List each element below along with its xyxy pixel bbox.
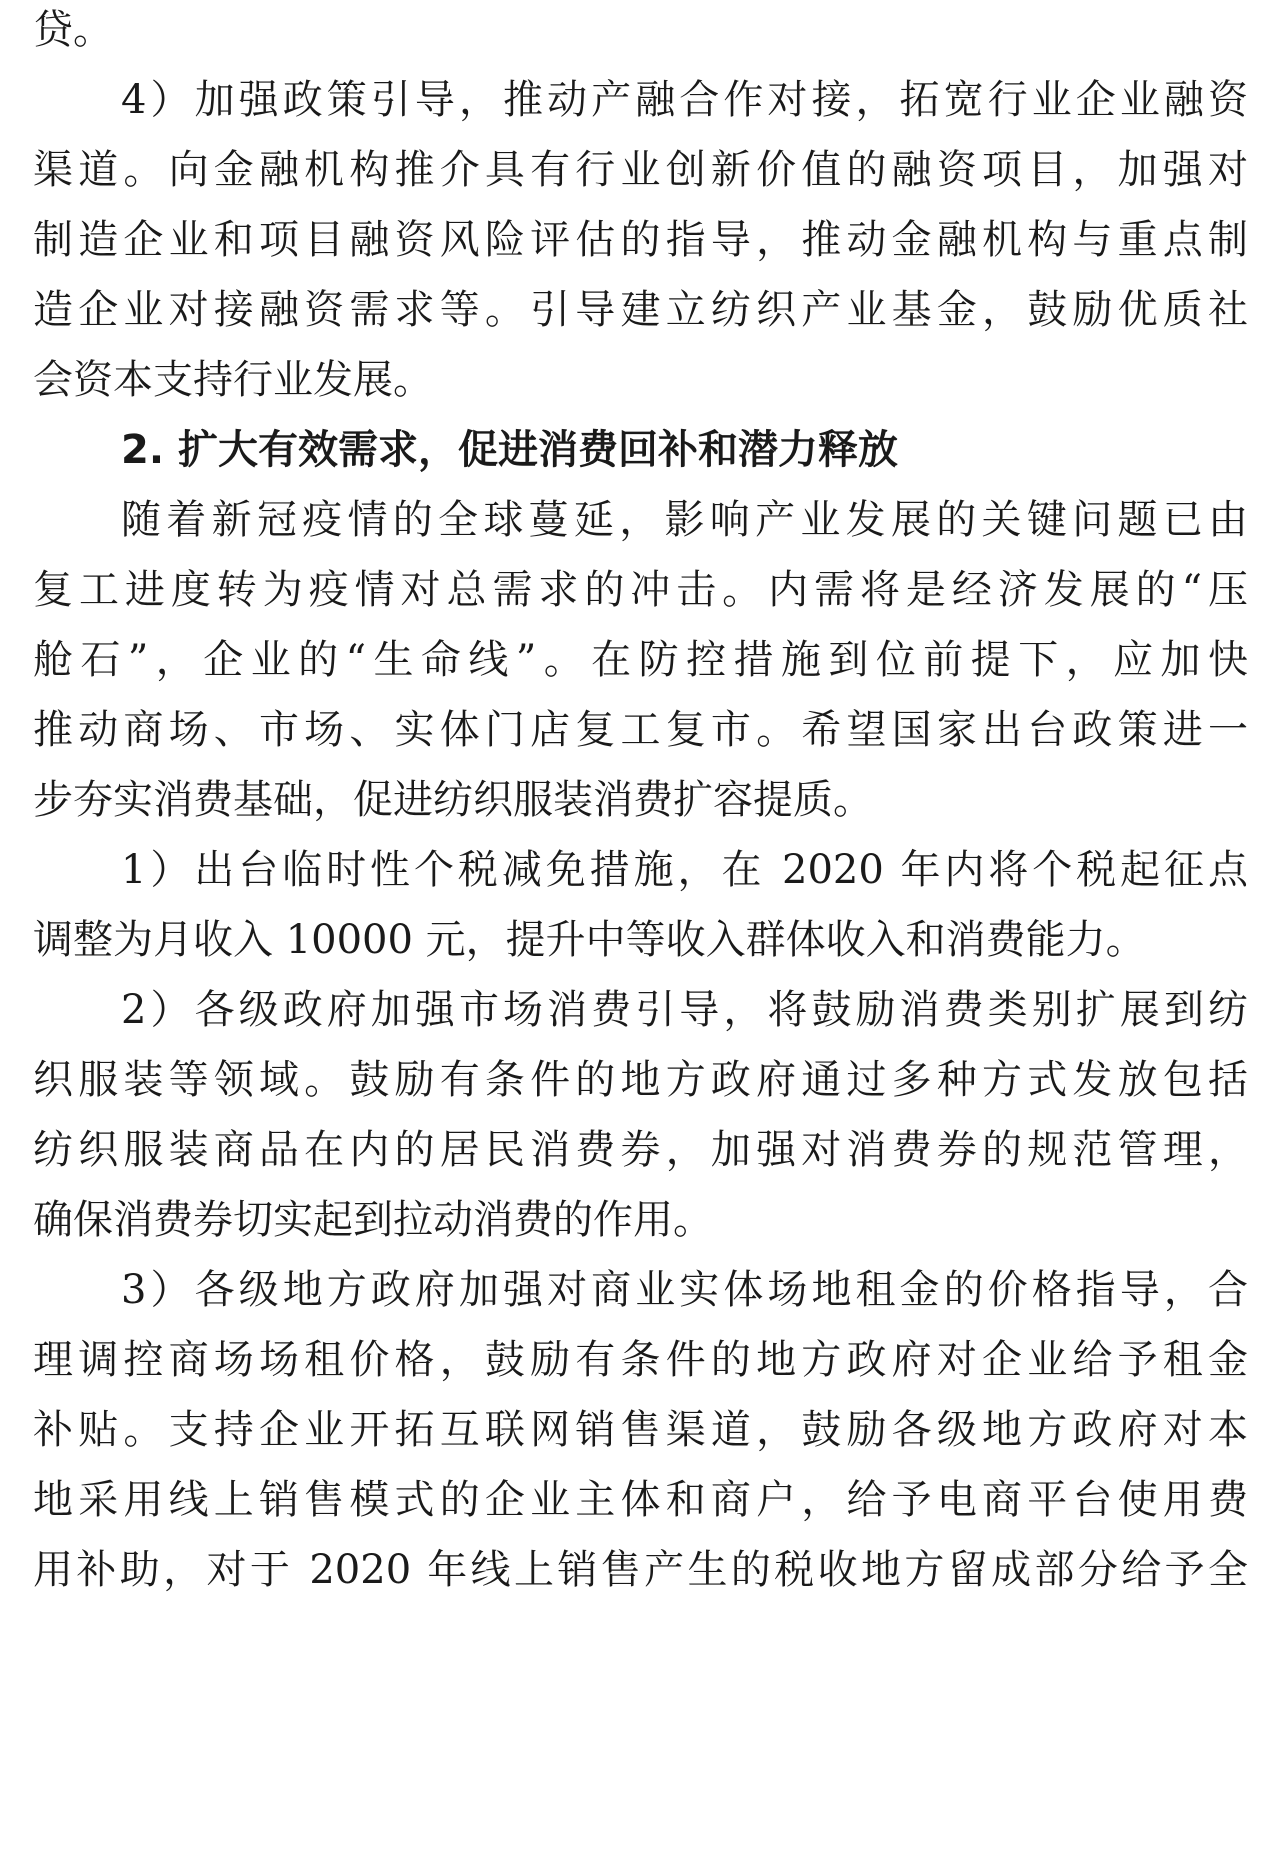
- text-line: 随着新冠疫情的全球蔓延，影响产业发展的关键问题已由: [121, 497, 1248, 543]
- section-heading: 2. 扩大有效需求，促进消费回补和潜力释放: [121, 427, 898, 473]
- text-line: 纺织服装商品在内的居民消费券，加强对消费券的规范管理，: [33, 1127, 1248, 1173]
- text-line: 渠道。向金融机构推介具有行业创新价值的融资项目，加强对: [33, 147, 1248, 193]
- text-line: 步夯实消费基础，促进纺织服装消费扩容提质。: [33, 777, 873, 823]
- text-line: 补贴。支持企业开拓互联网销售渠道，鼓励各级地方政府对本: [33, 1407, 1248, 1453]
- text-line: 织服装等领域。鼓励有条件的地方政府通过多种方式发放包括: [33, 1057, 1248, 1103]
- text-line: 用补助，对于 2020 年线上销售产生的税收地方留成部分给予全: [33, 1547, 1248, 1593]
- text-line: 4）加强政策引导，推动产融合作对接，拓宽行业企业融资: [121, 77, 1248, 123]
- text-line: 制造企业和项目融资风险评估的指导，推动金融机构与重点制: [33, 217, 1248, 263]
- text-line: 调整为月收入 10000 元，提升中等收入群体收入和消费能力。: [33, 917, 1146, 963]
- text-line: 理调控商场场租价格，鼓励有条件的地方政府对企业给予租金: [33, 1337, 1248, 1383]
- text-line: 会资本支持行业发展。: [33, 357, 433, 403]
- text-line: 3）各级地方政府加强对商业实体场地租金的价格指导，合: [121, 1267, 1248, 1313]
- text-line: 舱石”，企业的“生命线”。在防控措施到位前提下，应加快: [33, 637, 1248, 683]
- text-line: 贷。: [33, 7, 113, 53]
- text-line: 1）出台临时性个税减免措施，在 2020 年内将个税起征点: [121, 847, 1248, 893]
- text-line: 2）各级政府加强市场消费引导，将鼓励消费类别扩展到纺: [121, 987, 1248, 1033]
- text-line: 推动商场、市场、实体门店复工复市。希望国家出台政策进一: [33, 707, 1248, 753]
- text-line: 造企业对接融资需求等。引导建立纺织产业基金，鼓励优质社: [33, 287, 1248, 333]
- text-line: 复工进度转为疫情对总需求的冲击。内需将是经济发展的“压: [33, 567, 1248, 613]
- text-line: 确保消费券切实起到拉动消费的作用。: [33, 1197, 713, 1243]
- text-line: 地采用线上销售模式的企业主体和商户，给予电商平台使用费: [33, 1477, 1248, 1523]
